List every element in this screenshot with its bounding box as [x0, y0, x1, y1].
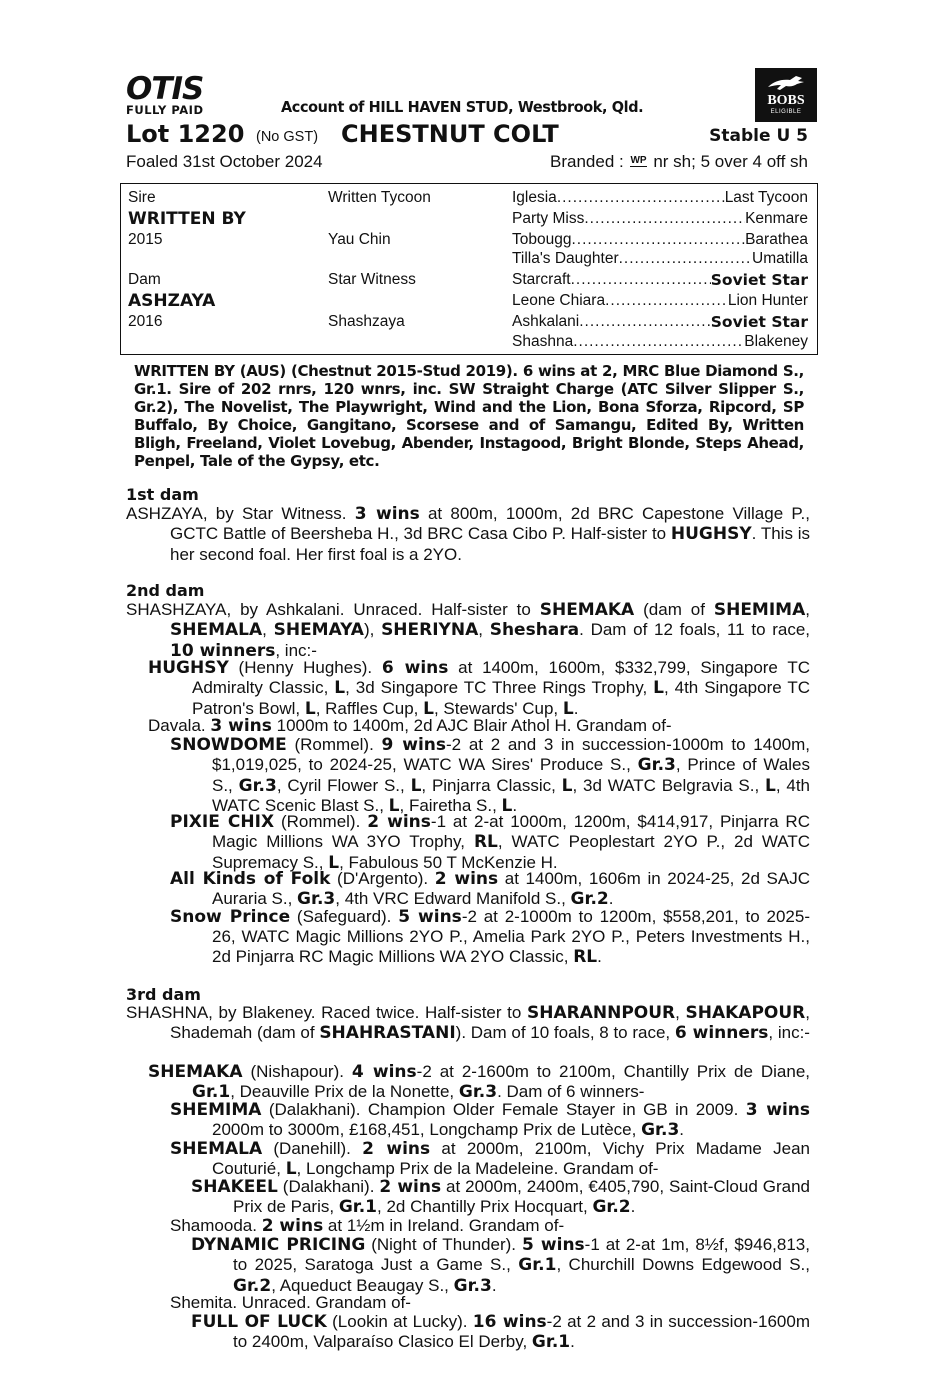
vendor-account: Account of HILL HAVEN STUD, Westbrook, Qld. — [281, 98, 644, 116]
horse-icon — [764, 71, 808, 93]
ancestor-sire: Lion Hunter — [727, 292, 808, 309]
grandprogeny-entry: Shemita. Unraced. Grandam of- — [170, 1293, 411, 1312]
otis-logo-word: OTIS — [126, 71, 204, 107]
ancestor-row — [512, 292, 808, 310]
ancestor-sire: Soviet Star — [710, 313, 808, 331]
second-dam-entry: SHASHZAYA, by Ashkalani. Unraced. Half-sister to SHEMAKA (dam of SHEMIMA, SHEMALA, SHEMAYA), SHERIYNA, Sheshara. Dam of 12 foals, 11 to race, 10 winners, inc:- — [126, 600, 811, 661]
sire-sire: Written Tycoon — [328, 189, 431, 206]
grandprogeny-entry: Shamooda. 2 wins at 1½m in Ireland. Grandam of- — [170, 1216, 565, 1236]
branded-prefix: Branded : — [550, 152, 624, 171]
lot-header — [126, 120, 808, 152]
ancestor-sire: Last Tycoon — [724, 189, 808, 206]
ancestor-name: Starcraft — [512, 271, 571, 288]
ancestor-row — [512, 189, 808, 207]
grandprogeny-entry: Snow Prince (Safeguard). 5 wins-2 at 2-1000m to 1200m, $558,201, to 2025-26, WATC Magic Millions 2YO P., Amelia Park 2YO P., Peters Investments H., 2d Pinjarra RC Magic Millions WA 2YO Classic, RL. — [170, 907, 810, 967]
gst-note: (No GST) — [256, 129, 319, 145]
great-grandprogeny-entry: DYNAMIC PRICING (Night of Thunder). 5 wins-1 at 2-at 1m, 8½f, $946,813, to 2025, Saratoga Just a Game S., Gr.1, Churchill Downs Edgewood S., Gr.2, Aqueduct Beaugay S., Gr.3. — [191, 1235, 810, 1296]
pedigree-table — [120, 183, 818, 355]
otis-logo-subtitle: FULLY PAID — [126, 103, 204, 117]
otis-logo — [126, 71, 216, 117]
ancestor-row — [512, 231, 808, 249]
grandprogeny-entry: SHEMIMA (Dalakhani). Champion Older Female Stayer in GB in 2009. 3 wins 2000m to 3000m, £168,451, Longchamp Prix de Lutèce, Gr.3. — [170, 1100, 810, 1141]
ancestor-name: Iglesia — [512, 189, 557, 206]
ancestor-sire: Barathea — [745, 231, 808, 248]
grandprogeny-entry: All Kinds of Folk (D'Argento). 2 wins at 1400m, 1606m in 2024-25, 2d SAJC Auraria S., Gr.3, 4th VRC Edward Manifold S., Gr.2. — [170, 869, 810, 910]
ancestor-name: Ashkalani — [512, 313, 580, 330]
sire-dam: Yau Chin — [328, 231, 391, 248]
grandprogeny-entry: PIXIE CHIX (Rommel). 2 wins-1 at 2-at 1000m, 1200m, $414,917, Pinjarra RC Magic Millions WA 3YO Trophy, RL, WATC Peoplestart 2YO P., 2d WATC Supremacy S., L, Fabulous 50 T McKenzie H. — [170, 812, 810, 873]
ancestor-name: Tobougg — [512, 231, 572, 248]
ancestor-row — [512, 333, 808, 351]
brand-mark: WP — [630, 155, 647, 166]
great-grandprogeny-entry: FULL OF LUCK (Lookin at Lucky). 16 wins-2 at 2 and 3 in succession-1600m to 2400m, Valparaíso Clasico El Derby, Gr.1. — [191, 1312, 810, 1353]
ancestor-name: Leone Chiara — [512, 292, 606, 309]
ancestor-name: Shashna — [512, 333, 574, 350]
progeny-entry: HUGHSY (Henny Hughes). 6 wins at 1400m, 1600m, $332,799, Singapore TC Admiralty Classic, L, 3d Singapore TC Three Rings Trophy, L, 4th Singapore TC Patron's Bowl, L, Raffles Cup, L, Stewards' Cup, L. — [148, 658, 810, 719]
progeny-entry: SHEMAKA (Nishapour). 4 wins-2 at 2-1600m to 2100m, Chantilly Prix de Diane, Gr.1, Deauville Prix de la Nonette, Gr.3. Dam of 6 winners- — [148, 1062, 810, 1103]
branded-suffix: nr sh; 5 over 4 off sh — [653, 152, 808, 171]
bobs-eligible-badge — [755, 68, 817, 122]
bobs-badge-subtitle: ELIGIBLE — [770, 109, 802, 115]
sire-year: 2015 — [128, 231, 163, 248]
second-dam-heading: 2nd dam — [126, 581, 205, 600]
ancestor-row — [512, 250, 808, 268]
ancestor-row — [512, 210, 808, 228]
ancestor-sire: Soviet Star — [710, 271, 808, 289]
dam-name: ASHZAYA — [128, 291, 216, 311]
ancestor-sire: Blakeney — [744, 333, 808, 350]
first-dam-heading: 1st dam — [126, 485, 199, 504]
sire-summary: WRITTEN BY (AUS) (Chestnut 2015-Stud 2019). 6 wins at 2, MRC Blue Diamond S., Gr.1. Sire of 202 rnrs, 120 wnrs, inc. SW Straight Charge (ATC Silver Slipper S., Gr.2), The Novelist, The Playwright, Wind and the Lion, Bona Sforza, Ripcord, SP Buffalo, By Choice, Gangitano, Scorsese and of Samangu, Edited By, Written Bligh, Freeland, Violet Lovebug, Abender, Instagood, Bright Blonde, Steps Ahead, Penpel, Tale of the Gypsy, etc. — [134, 362, 804, 470]
bobs-badge-word: BOBS — [767, 93, 805, 108]
dam-label: Dam — [128, 271, 161, 288]
dam-sire: Star Witness — [328, 271, 416, 288]
stable-location: Stable U 5 — [709, 126, 808, 146]
grandprogeny-entry: SNOWDOME (Rommel). 9 wins-2 at 2 and 3 in succession-1000m to 1400m, $1,019,025, to 2024-25, WATC WA Sires' Produce S., Gr.3, Prince of Wales S., Gr.3, Cyril Flower S., L, Pinjarra Classic, L, 3d WATC Belgravia S., L, 4th WATC Scenic Blast S., L, Fairetha S., L. — [170, 735, 811, 816]
lot-description: CHESTNUT COLT — [341, 120, 559, 148]
progeny-entry: Davala. 3 wins 1000m to 1400m, 2d AJC Blair Athol H. Grandam of- — [148, 716, 672, 736]
ancestor-sire: Umatilla — [752, 250, 808, 267]
first-dam-entry: ASHZAYA, by Star Witness. 3 wins at 800m, 1000m, 2d BRC Capestone Village P., GCTC Battle of Beersheba H., 3d BRC Casa Cibo P. Half-sister to HUGHSY. This is her second foal. Her first foal is a 2YO. — [126, 504, 810, 564]
ancestor-sire: Kenmare — [745, 210, 808, 227]
sire-name: WRITTEN BY — [128, 209, 246, 229]
third-dam-heading: 3rd dam — [126, 985, 201, 1004]
branded-info — [550, 152, 808, 172]
dam-year: 2016 — [128, 313, 163, 330]
ancestor-row — [512, 271, 808, 289]
dam-dam: Shashzaya — [328, 313, 405, 330]
ancestor-name: Tilla's Daughter — [512, 250, 619, 267]
third-dam-entry: SHASHNA, by Blakeney. Raced twice. Half-sister to SHARANNPOUR, SHAKAPOUR, Shademah (dam of SHAHRASTANI). Dam of 10 foals, 8 to race, 6 winners, inc:- — [126, 1003, 810, 1044]
lot-number: Lot 1220 — [126, 120, 245, 148]
foaled-date: Foaled 31st October 2024 — [126, 152, 323, 171]
sire-label: Sire — [128, 189, 156, 206]
ancestor-row — [512, 313, 808, 331]
ancestor-name: Party Miss — [512, 210, 585, 227]
great-grandprogeny-entry: SHAKEEL (Dalakhani). 2 wins at 2000m, 2400m, €405,790, Saint-Cloud Grand Prix de Paris, Gr.1, 2d Chantilly Prix Hocquart, Gr.2. — [191, 1177, 810, 1218]
grandprogeny-entry: SHEMALA (Danehill). 2 wins at 2000m, 2100m, Vichy Prix Madame Jean Couturié, L, Longchamp Prix de la Madeleine. Grandam of- — [170, 1139, 810, 1180]
